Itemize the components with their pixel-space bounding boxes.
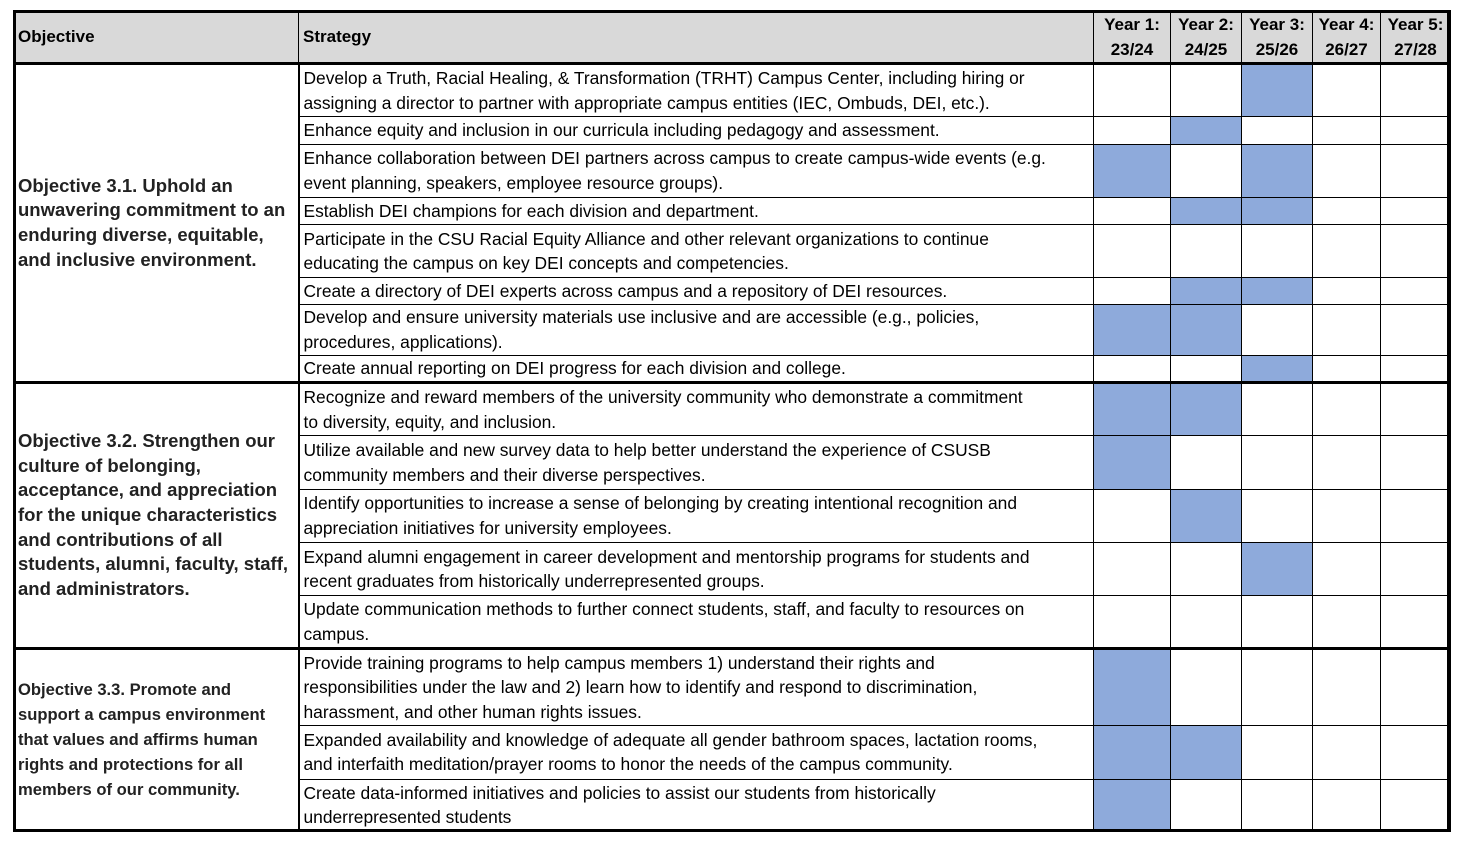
year-5-range: 27/28 — [1394, 39, 1437, 59]
strategy-text-line: Develop a Truth, Racial Healing, & Transformation (TRHT) Campus Center, including hiring or — [303, 68, 1025, 89]
strategy-text-line: Expand alumni engagement in career development and mentorship programs for students and — [303, 546, 1030, 567]
strategy-text-line: educating the campus on key DEI concepts and competencies. — [303, 253, 789, 274]
strategy-text-line: underrepresented students — [303, 807, 512, 828]
strategy-text-line: Enhance collaboration between DEI partners across campus to create campus-wide events (e.g. — [303, 148, 1046, 169]
strategy-text-line: harassment, and other human rights issues. — [303, 701, 642, 722]
strategy-text-line: appreciation initiatives for university employees. — [303, 517, 672, 538]
strategy-text-line: Provide training programs to help campus members 1) understand their rights and — [303, 652, 935, 673]
objective-cell: Objective 3.1. Uphold an unwavering commitment to an enduring diverse, equitable, and inclusive environment. — [14, 64, 299, 383]
table-outer-border — [13, 10, 1450, 832]
strategy-text-line: Create a directory of DEI experts across campus and a repository of DEI resources. — [303, 280, 948, 301]
year-5-label: Year 5: — [1387, 14, 1444, 34]
strategy-text-line: Utilize available and new survey data to help better understand the experience of CSUSB — [303, 440, 991, 461]
strategy-text-line: event planning, speakers, employee resource groups). — [303, 172, 724, 193]
strategy-text-line: Recognize and reward members of the university community who demonstrate a commitment — [303, 387, 1023, 408]
strategy-text-line: Identify opportunities to increase a sense of belonging by creating intentional recognition and — [303, 493, 1017, 514]
year-3-range: 25/26 — [1255, 39, 1299, 59]
year-1-label: Year 1: — [1104, 14, 1160, 34]
strategy-text-line: campus. — [303, 623, 370, 644]
objective-header: Objective — [14, 11, 299, 64]
objective-cell: Objective 3.3. Promote and support a campus environment that values and affirms human rights and protections for all members of our community. — [14, 648, 299, 831]
strategy-text-line: responsibilities under the law and 2) learn how to identify and respond to discrimination, — [303, 677, 978, 698]
strategy-text-line: recent graduates from historically underrepresented groups. — [303, 571, 765, 592]
strategy-text-line: Create data-informed initiatives and policies to assist our students from historically — [303, 782, 936, 803]
year-3-label: Year 3: — [1249, 14, 1305, 34]
strategy-header: Strategy — [299, 11, 1094, 64]
strategy-text-line: to diversity, equity, and inclusion. — [303, 411, 557, 432]
strategy-text-line: Update communication methods to further connect students, staff, and faculty to resources on — [303, 599, 1025, 620]
strategy-text-line: and interfaith meditation/prayer rooms to honor the needs of the campus community. — [303, 754, 953, 775]
year-4-range: 26/27 — [1325, 39, 1368, 59]
strategy-text-line: community members and their diverse perspectives. — [303, 464, 706, 485]
year-4-label: Year 4: — [1318, 14, 1375, 34]
strategy-text-line: Create annual reporting on DEI progress for each division and college. — [303, 358, 846, 379]
objective-cell: Objective 3.2. Strengthen our culture of belonging, acceptance, and appreciation for the unique characteristics and contributions of all students, alumni, faculty, staff, and administrators. — [14, 383, 299, 649]
year-1-range: 23/24 — [1110, 39, 1154, 59]
strategy-text-line: procedures, applications). — [303, 331, 503, 352]
strategy-text-line: assigning a director to partner with appropriate campus entities (IEC, Ombuds, DEI, etc.). — [303, 92, 990, 113]
strategy-text-line: Expanded availability and knowledge of adequate all gender bathroom spaces, lactation rooms, — [303, 729, 1038, 750]
strategy-text-line: Participate in the CSU Racial Equity Alliance and other relevant organizations to continue — [303, 228, 989, 249]
strategy-text-line: Enhance equity and inclusion in our curricula including pedagogy and assessment. — [303, 120, 940, 141]
year-2-range: 24/25 — [1184, 39, 1228, 59]
year-2-label: Year 2: — [1178, 14, 1234, 34]
strategy-text-line: Develop and ensure university materials use inclusive and are accessible (e.g., policies, — [303, 307, 980, 328]
strategy-text-line: Establish DEI champions for each division and department. — [303, 200, 759, 221]
